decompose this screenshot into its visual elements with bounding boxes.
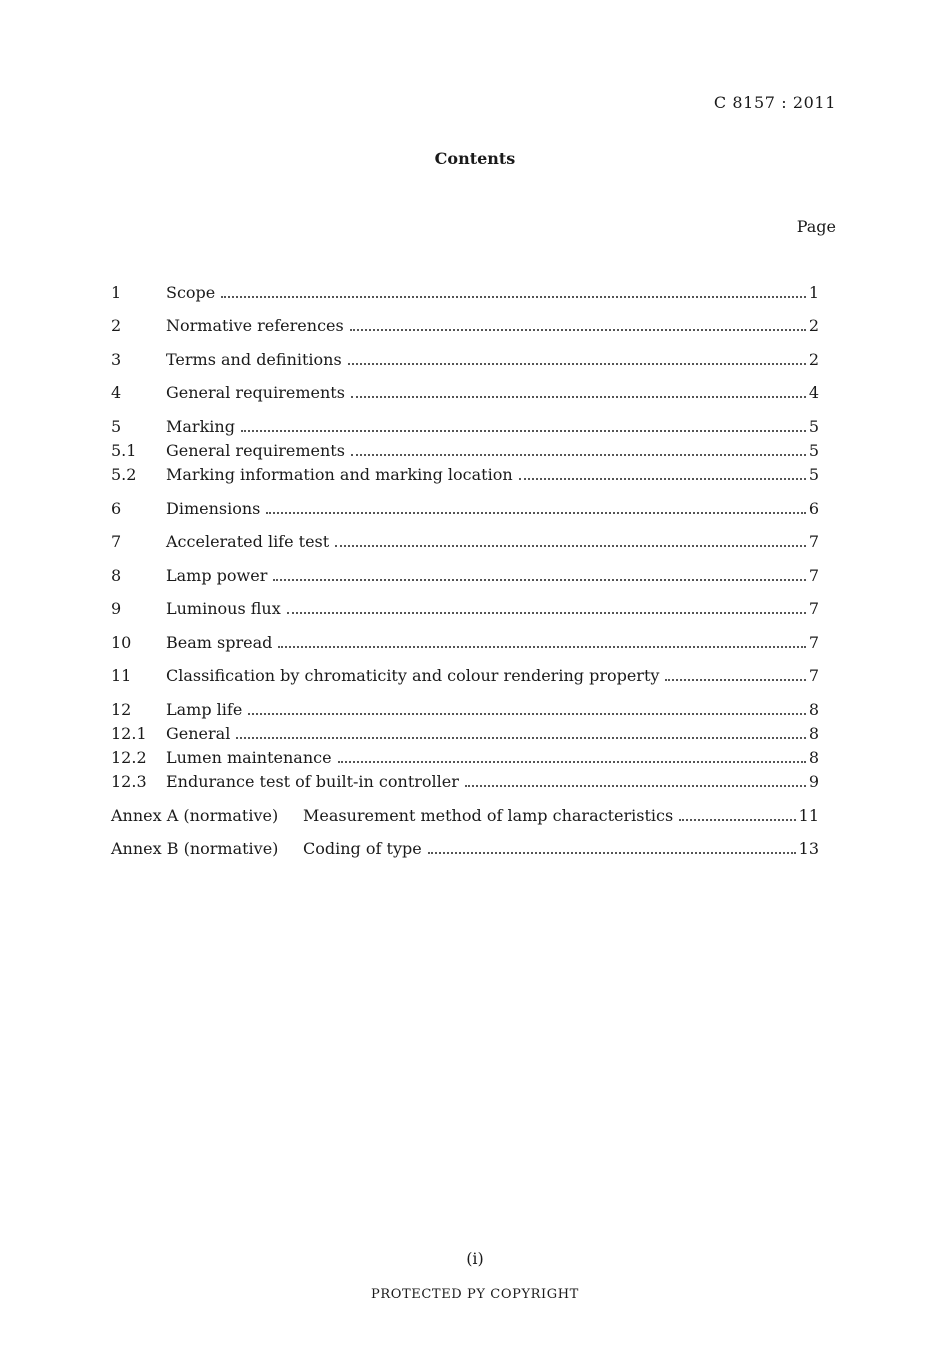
toc-entry-number: 1 — [111, 283, 122, 302]
dot-leader — [351, 396, 806, 398]
toc-entry-page: 8 — [808, 748, 819, 767]
dot-leader — [278, 646, 805, 648]
toc-entry-title: Normative references — [166, 316, 344, 335]
toc-entry-page: 2 — [808, 316, 819, 335]
toc-entry-number: 12 — [111, 700, 132, 719]
annex-title: Measurement method of lamp characteristics — [303, 806, 674, 825]
dot-leader — [679, 819, 795, 821]
copyright-notice: PROTECTED PY COPYRIGHT — [371, 1287, 579, 1302]
toc-entry-page: 8 — [808, 724, 819, 743]
toc-entry-title: Lumen maintenance — [166, 748, 332, 767]
toc-entry-title: Terms and definitions — [166, 350, 342, 369]
toc-entry[interactable] — [111, 531, 819, 553]
toc-entry-title: Lamp life — [166, 700, 243, 719]
toc-entry-number: 9 — [111, 599, 122, 618]
toc-entry-page: 5 — [808, 465, 819, 484]
toc-entry[interactable] — [111, 382, 819, 404]
toc-entry-page: 7 — [808, 666, 819, 685]
toc-entry-number: 4 — [111, 383, 122, 402]
toc-entry-number: 6 — [111, 499, 122, 518]
toc-entry-title: Scope — [166, 283, 216, 302]
toc-entry[interactable] — [111, 632, 819, 654]
annex-page: 11 — [798, 806, 819, 825]
annex-entry[interactable] — [111, 805, 819, 827]
toc-entry-title: Endurance test of built-in controller — [166, 772, 459, 791]
dot-leader — [236, 737, 805, 739]
annex-label: Annex B (normative) — [111, 839, 279, 858]
toc-entry-title: Classification by chromaticity and colour rendering property — [166, 666, 660, 685]
toc-entry[interactable] — [111, 699, 819, 721]
dot-leader — [465, 785, 806, 787]
toc-entry-number: 5 — [111, 417, 122, 436]
toc-entry-title: General requirements — [166, 441, 345, 460]
annex-page: 13 — [798, 839, 819, 858]
toc-entry[interactable] — [111, 315, 819, 337]
toc-entry-title: General — [166, 724, 231, 743]
page-folio: (i) — [466, 1249, 484, 1268]
toc-entry-number: 2 — [111, 316, 122, 335]
dot-leader — [519, 478, 806, 480]
dot-leader — [241, 430, 806, 432]
dot-leader — [287, 612, 806, 614]
toc-entry[interactable] — [111, 349, 819, 371]
toc-entry-number: 12.3 — [111, 772, 147, 791]
toc-entry-title: Accelerated life test — [166, 532, 330, 551]
toc-entry[interactable] — [111, 771, 819, 793]
toc-entry-page: 9 — [808, 772, 819, 791]
dot-leader — [348, 363, 806, 365]
toc-entry-number: 12.1 — [111, 724, 147, 743]
toc-entry-number: 8 — [111, 566, 122, 585]
toc-entry[interactable] — [111, 282, 819, 304]
dot-leader — [428, 852, 796, 854]
toc-entry-title: Lamp power — [166, 566, 268, 585]
toc-entry-page: 8 — [808, 700, 819, 719]
page-title: Contents — [434, 149, 516, 168]
dot-leader — [221, 296, 806, 298]
toc-entry-page: 7 — [808, 599, 819, 618]
toc-entry-number: 7 — [111, 532, 122, 551]
toc-entry-number: 3 — [111, 350, 122, 369]
toc-entry[interactable] — [111, 723, 819, 745]
page-column-label: Page — [796, 217, 836, 236]
toc-entry[interactable] — [111, 464, 819, 486]
toc-entry-number: 10 — [111, 633, 132, 652]
toc-entry-page: 5 — [808, 417, 819, 436]
toc-entry[interactable] — [111, 440, 819, 462]
toc-entry-title: General requirements — [166, 383, 345, 402]
toc-entry-number: 5.1 — [111, 441, 137, 460]
dot-leader — [266, 512, 805, 514]
toc-entry-page: 4 — [808, 383, 819, 402]
toc-entry[interactable] — [111, 565, 819, 587]
annex-title: Coding of type — [303, 839, 422, 858]
toc-entry-title: Beam spread — [166, 633, 273, 652]
toc-entry-number: 11 — [111, 666, 132, 685]
dot-leader — [351, 454, 806, 456]
toc-entry[interactable] — [111, 598, 819, 620]
dot-leader — [665, 679, 805, 681]
toc-entry-page: 7 — [808, 633, 819, 652]
toc-entry-title: Dimensions — [166, 499, 261, 518]
dot-leader — [335, 545, 806, 547]
dot-leader — [273, 579, 805, 581]
annex-label: Annex A (normative) — [111, 806, 279, 825]
toc-entry[interactable] — [111, 747, 819, 769]
toc-entry-page: 7 — [808, 532, 819, 551]
dot-leader — [338, 761, 806, 763]
toc-entry-page: 7 — [808, 566, 819, 585]
toc-entry[interactable] — [111, 665, 819, 687]
toc-entry-title: Marking information and marking location — [166, 465, 513, 484]
toc-entry-number: 12.2 — [111, 748, 147, 767]
toc-entry-title: Luminous flux — [166, 599, 281, 618]
annex-entry[interactable] — [111, 838, 819, 860]
standard-number: C 8157 : 2011 — [713, 93, 836, 112]
dot-leader — [248, 713, 806, 715]
toc-entry-page: 6 — [808, 499, 819, 518]
toc-entry-page: 2 — [808, 350, 819, 369]
toc-entry[interactable] — [111, 416, 819, 438]
dot-leader — [350, 329, 806, 331]
toc-entry[interactable] — [111, 498, 819, 520]
toc-entry-title: Marking — [166, 417, 235, 436]
toc-entry-page: 5 — [808, 441, 819, 460]
toc-entry-page: 1 — [808, 283, 819, 302]
toc-entry-number: 5.2 — [111, 465, 137, 484]
